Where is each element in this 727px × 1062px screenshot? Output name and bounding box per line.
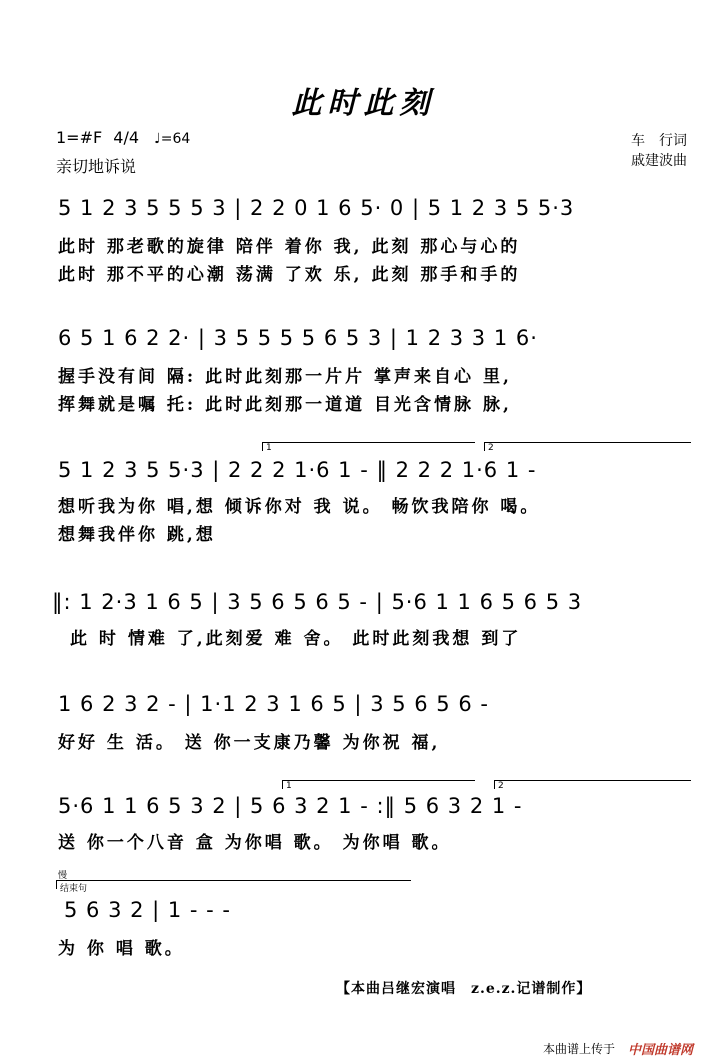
slow-mark: 慢 — [58, 871, 68, 881]
volta-1-label: 1 — [266, 443, 272, 453]
notation-row-3: 5 1 2 3 5 5·3 | 2 2 2 1·6 1 - ‖ 2 2 2 1·6 1 - — [58, 458, 537, 482]
notation-row-6: 5·6 1 1 6 5 3 2 | 5 6 3 2 1 - :‖ 5 6 3 2 1 - — [58, 794, 523, 818]
tempo-mark: ♩=64 — [154, 131, 191, 147]
ending-label: 结束句 — [60, 884, 88, 894]
volta-1-label-row-6: 1 — [286, 781, 292, 791]
key-text: 1=#F — [56, 128, 103, 147]
lyric-row-7: 为 你 唱 歌。 — [58, 939, 185, 959]
lyric-row-4: 此 时 情难 了,此刻爱 难 舍。 此时此刻我想 到了 — [70, 629, 522, 649]
volta-2-label: 2 — [488, 443, 494, 453]
lyric-row-3-verse-2: 想舞我伴你 跳,想 — [58, 525, 216, 545]
lyric-row-3-verse-1: 想听我为你 唱,想 倾诉你对 我 说。 畅饮我陪你 喝。 — [58, 497, 541, 517]
notation-row-4: ‖: 1 2·3 1 6 5 | 3 5 6 5 6 5 - | 5·6 1 1 6 5 6 5 3 — [52, 590, 583, 614]
lyric-row-6: 送 你一个八音 盒 为你唱 歌。 为你唱 歌。 — [58, 833, 452, 853]
lyric-row-1-verse-1: 此时 那老歌的旋律 陪伴 着你 我, 此刻 那心与心的 — [58, 237, 521, 257]
volta-1-bracket — [262, 442, 475, 451]
volta-2-label-row-6: 2 — [498, 781, 504, 791]
volta-2-bracket-row-6 — [494, 780, 691, 789]
site-logo: 中国曲谱网 — [628, 1043, 694, 1058]
time-signature: 4/4 — [113, 128, 140, 147]
notation-row-7: 5 6 3 2 | 1 - - - — [64, 898, 232, 922]
lyric-row-5: 好好 生 活。 送 你一支康乃馨 为你祝 福, — [58, 733, 441, 753]
notation-row-5: 1 6 2 3 2 - | 1·1 2 3 1 6 5 | 3 5 6 5 6 - — [58, 692, 489, 716]
expression-mark: 亲切地诉说 — [56, 157, 137, 176]
volta-2-bracket — [484, 442, 691, 451]
lyric-row-2-verse-1: 握手没有间 隔: 此时此刻那一片片 掌声来自心 里, — [58, 367, 512, 387]
key-signature — [56, 128, 190, 147]
ending-bracket — [56, 880, 411, 894]
lyric-row-2-verse-2: 挥舞就是嘱 托: 此时此刻那一道道 目光含情脉 脉, — [58, 395, 512, 415]
notation-row-1: 5 1 2 3 5 5 5 3 | 2 2 0 1 6 5· 0 | 5 1 2 3 5 5·3 — [58, 196, 575, 220]
composer-credit: 戚建波曲 — [631, 153, 687, 169]
upload-note: 本曲谱上传于 — [543, 1042, 616, 1056]
notation-row-2: 6 5 1 6 2 2· | 3 5 5 5 5 6 5 3 | 1 2 3 3 1 6· — [58, 326, 538, 350]
lyric-row-1-verse-2: 此时 那不平的心潮 荡满 了欢 乐, 此刻 那手和手的 — [58, 265, 521, 285]
lyricist-credit: 车 行词 — [631, 133, 687, 149]
volta-1-bracket-row-6 — [282, 780, 475, 789]
performance-credit: 【本曲吕继宏演唱 z.e.z.记谱制作】 — [336, 981, 592, 997]
page-title: 此时此刻 — [291, 86, 436, 121]
